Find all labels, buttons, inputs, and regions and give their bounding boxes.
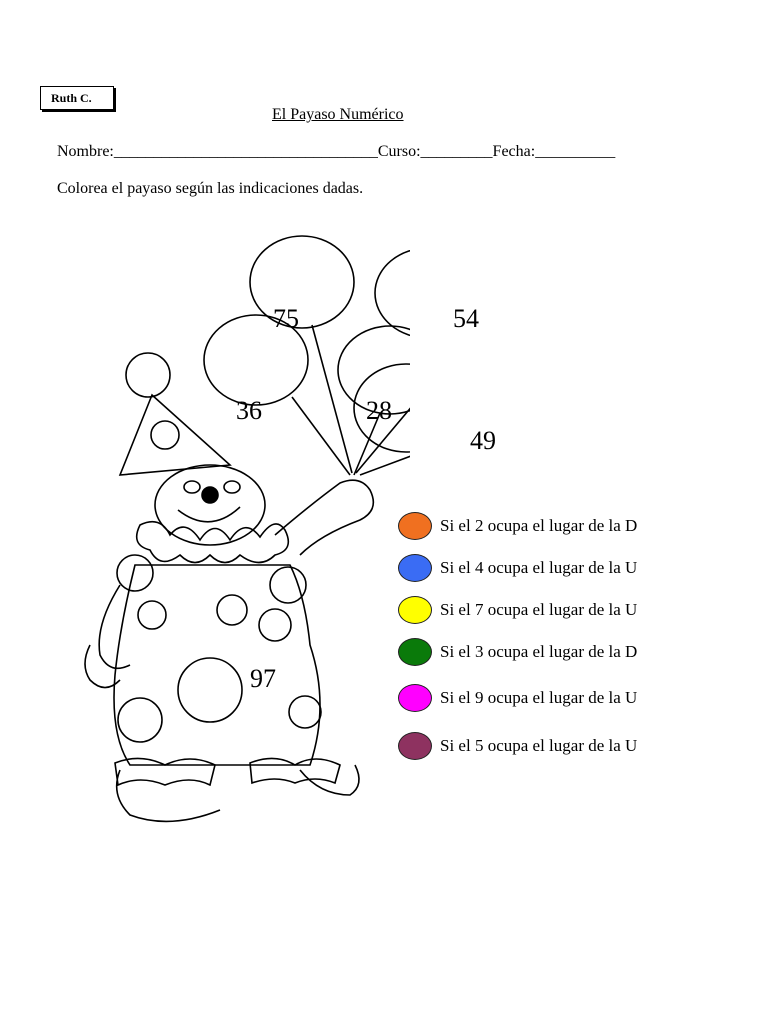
body-number-97: 97 xyxy=(250,664,276,693)
legend-item xyxy=(398,732,637,760)
color-dot xyxy=(398,638,432,666)
legend-text: Si el 5 ocupa el lugar de la U xyxy=(440,736,638,755)
name-course-date-line: Nombre:_________________________________Curso:_________Fecha:__________ xyxy=(57,143,616,160)
legend-item xyxy=(398,554,637,582)
color-dot xyxy=(398,684,432,712)
author-tag: Ruth C. xyxy=(40,86,114,110)
legend-text: Si el 9 ocupa el lugar de la U xyxy=(440,688,638,707)
balloon-number-49: 49 xyxy=(470,426,496,455)
balloon-number-54: 54 xyxy=(453,304,479,333)
worksheet-title: El Payaso Numérico xyxy=(272,106,404,123)
legend-text: Si el 2 ocupa el lugar de la D xyxy=(440,516,638,535)
balloon-75 xyxy=(250,236,354,328)
clown-drawing xyxy=(60,225,410,835)
legend-text: Si el 3 ocupa el lugar de la D xyxy=(440,642,638,661)
legend-item xyxy=(398,638,637,666)
color-dot xyxy=(398,596,432,624)
legend-text: Si el 4 ocupa el lugar de la U xyxy=(440,558,638,577)
color-dot xyxy=(398,732,432,760)
balloon-number-28: 28 xyxy=(366,396,392,425)
legend-item xyxy=(398,596,637,624)
color-dot xyxy=(398,554,432,582)
balloon-number-75: 75 xyxy=(273,304,299,333)
balloon-number-36: 36 xyxy=(236,396,262,425)
legend-item xyxy=(398,512,637,540)
color-dot xyxy=(398,512,432,540)
legend-item xyxy=(398,684,637,712)
balloon-54 xyxy=(375,248,410,338)
instruction-text: Colorea el payaso según las indicaciones dadas. xyxy=(57,180,364,197)
legend-text: Si el 7 ocupa el lugar de la U xyxy=(440,600,638,619)
